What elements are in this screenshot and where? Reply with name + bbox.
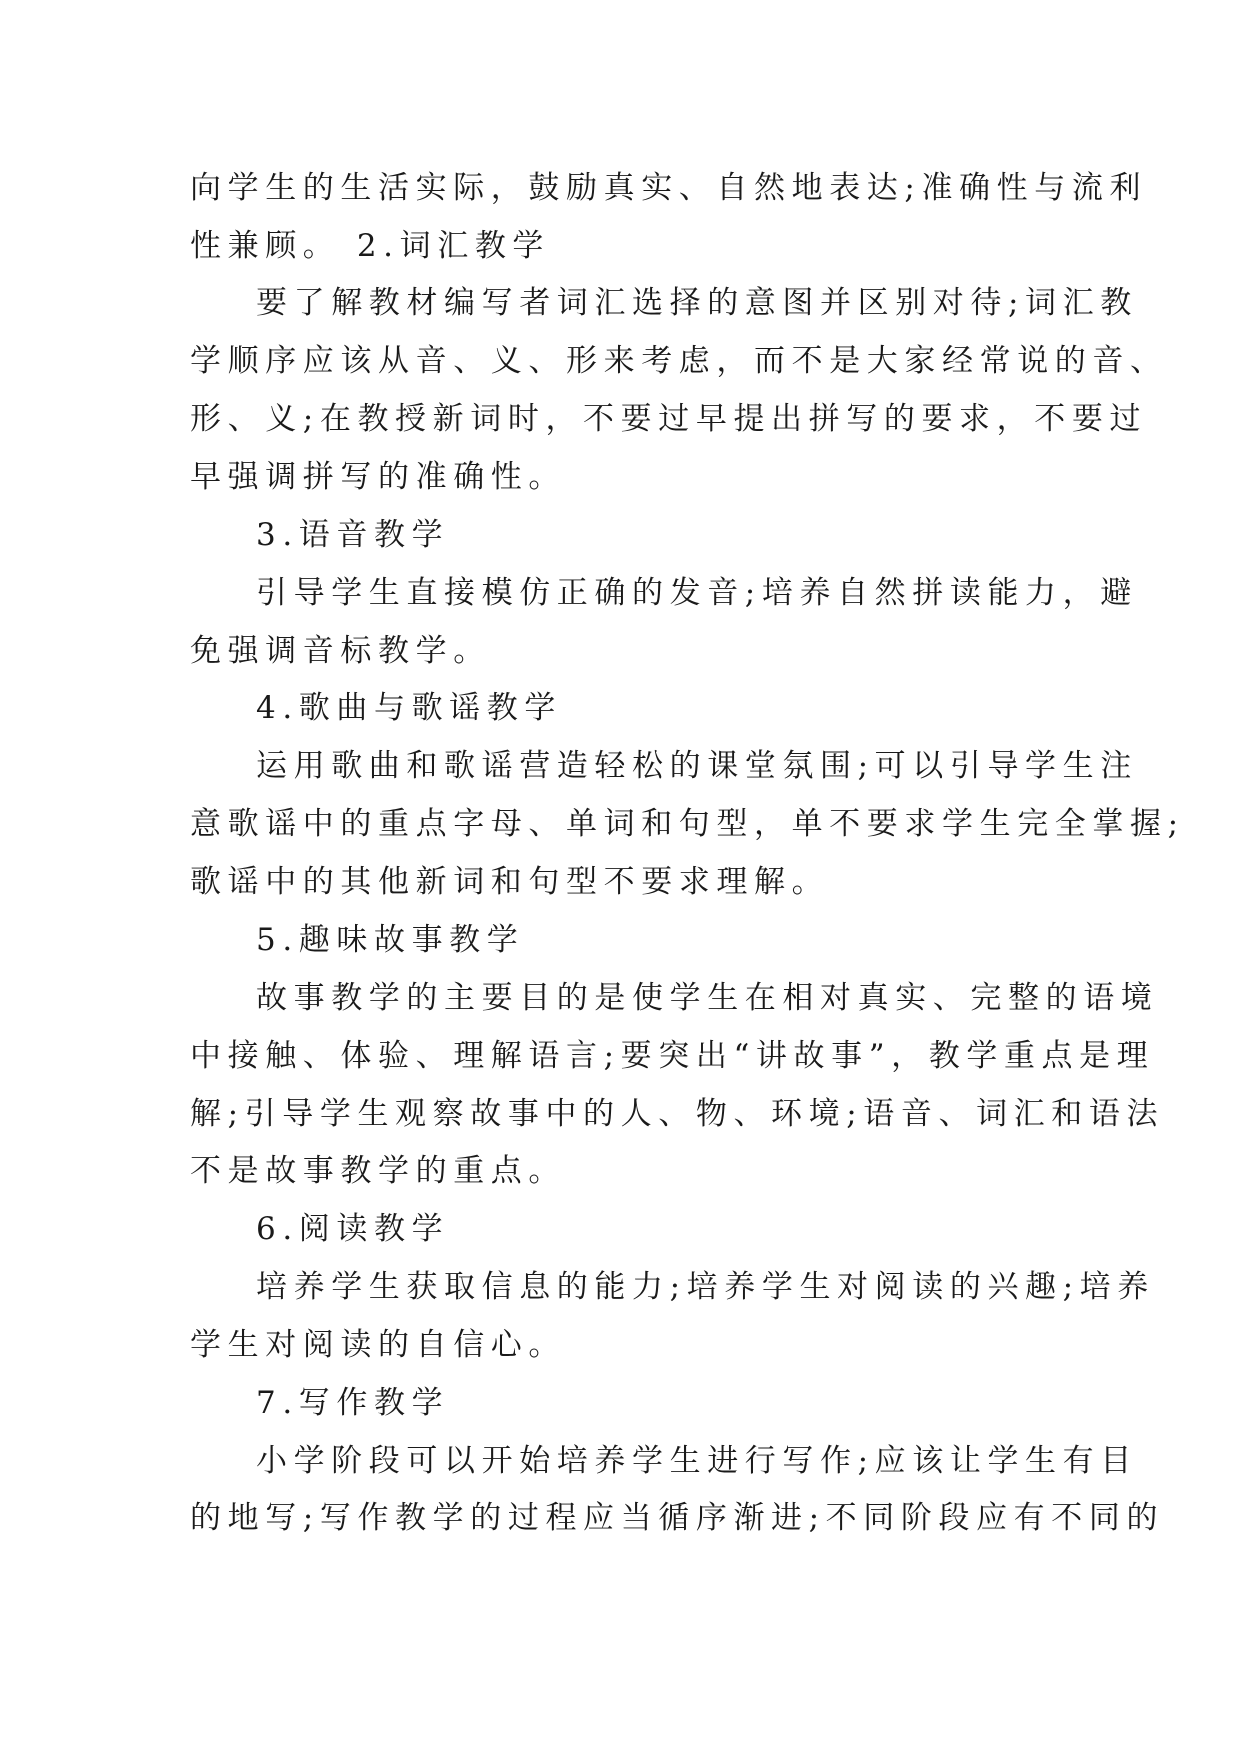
section-heading: 4.歌曲与歌谣教学 <box>256 690 562 726</box>
text-line: 早强调拼写的准确性。 <box>190 459 566 495</box>
section-heading: 3.语音教学 <box>256 517 450 553</box>
text-line: 歌谣中的其他新词和句型不要求理解。 <box>190 864 830 900</box>
text-line: 意歌谣中的重点字母、单词和句型，单不要求学生完全掌握; <box>190 806 1185 842</box>
text-line: 引导学生直接模仿正确的发音;培养自然拼读能力，避 <box>256 575 1138 611</box>
text-line: 运用歌曲和歌谣营造轻松的课堂氛围;可以引导学生注 <box>256 748 1138 784</box>
text-line: 学生对阅读的自信心。 <box>190 1327 566 1363</box>
text-line: 故事教学的主要目的是使学生在相对真实、完整的语境 <box>256 980 1159 1016</box>
text-line: 要了解教材编写者词汇选择的意图并区别对待;词汇教 <box>256 285 1138 321</box>
text-line: 形、义;在教授新词时，不要过早提出拼写的要求，不要过 <box>190 401 1148 437</box>
text-line: 小学阶段可以开始培养学生进行写作;应该让学生有目 <box>256 1443 1138 1479</box>
text-line: 的地写;写作教学的过程应当循序渐进;不同阶段应有不同的 <box>190 1500 1165 1536</box>
section-heading: 7.写作教学 <box>256 1385 450 1421</box>
text-line: 免强调音标教学。 <box>190 633 491 669</box>
text-line: 解;引导学生观察故事中的人、物、环境;语音、词汇和语法 <box>190 1096 1165 1132</box>
section-heading: 5.趣味故事教学 <box>256 922 525 958</box>
text-line: 性兼顾。 2.词汇教学 <box>190 228 551 264</box>
section-heading: 6.阅读教学 <box>256 1211 450 1247</box>
text-line: 学顺序应该从音、义、形来考虑，而不是大家经常说的音、 <box>190 343 1168 379</box>
text-line: 向学生的生活实际，鼓励真实、自然地表达;准确性与流利 <box>190 170 1148 206</box>
text-line: 中接触、体验、理解语言;要突出“讲故事”，教学重点是理 <box>190 1038 1155 1074</box>
text-line: 培养学生获取信息的能力;培养学生对阅读的兴趣;培养 <box>256 1269 1155 1305</box>
text-line: 不是故事教学的重点。 <box>190 1153 566 1189</box>
